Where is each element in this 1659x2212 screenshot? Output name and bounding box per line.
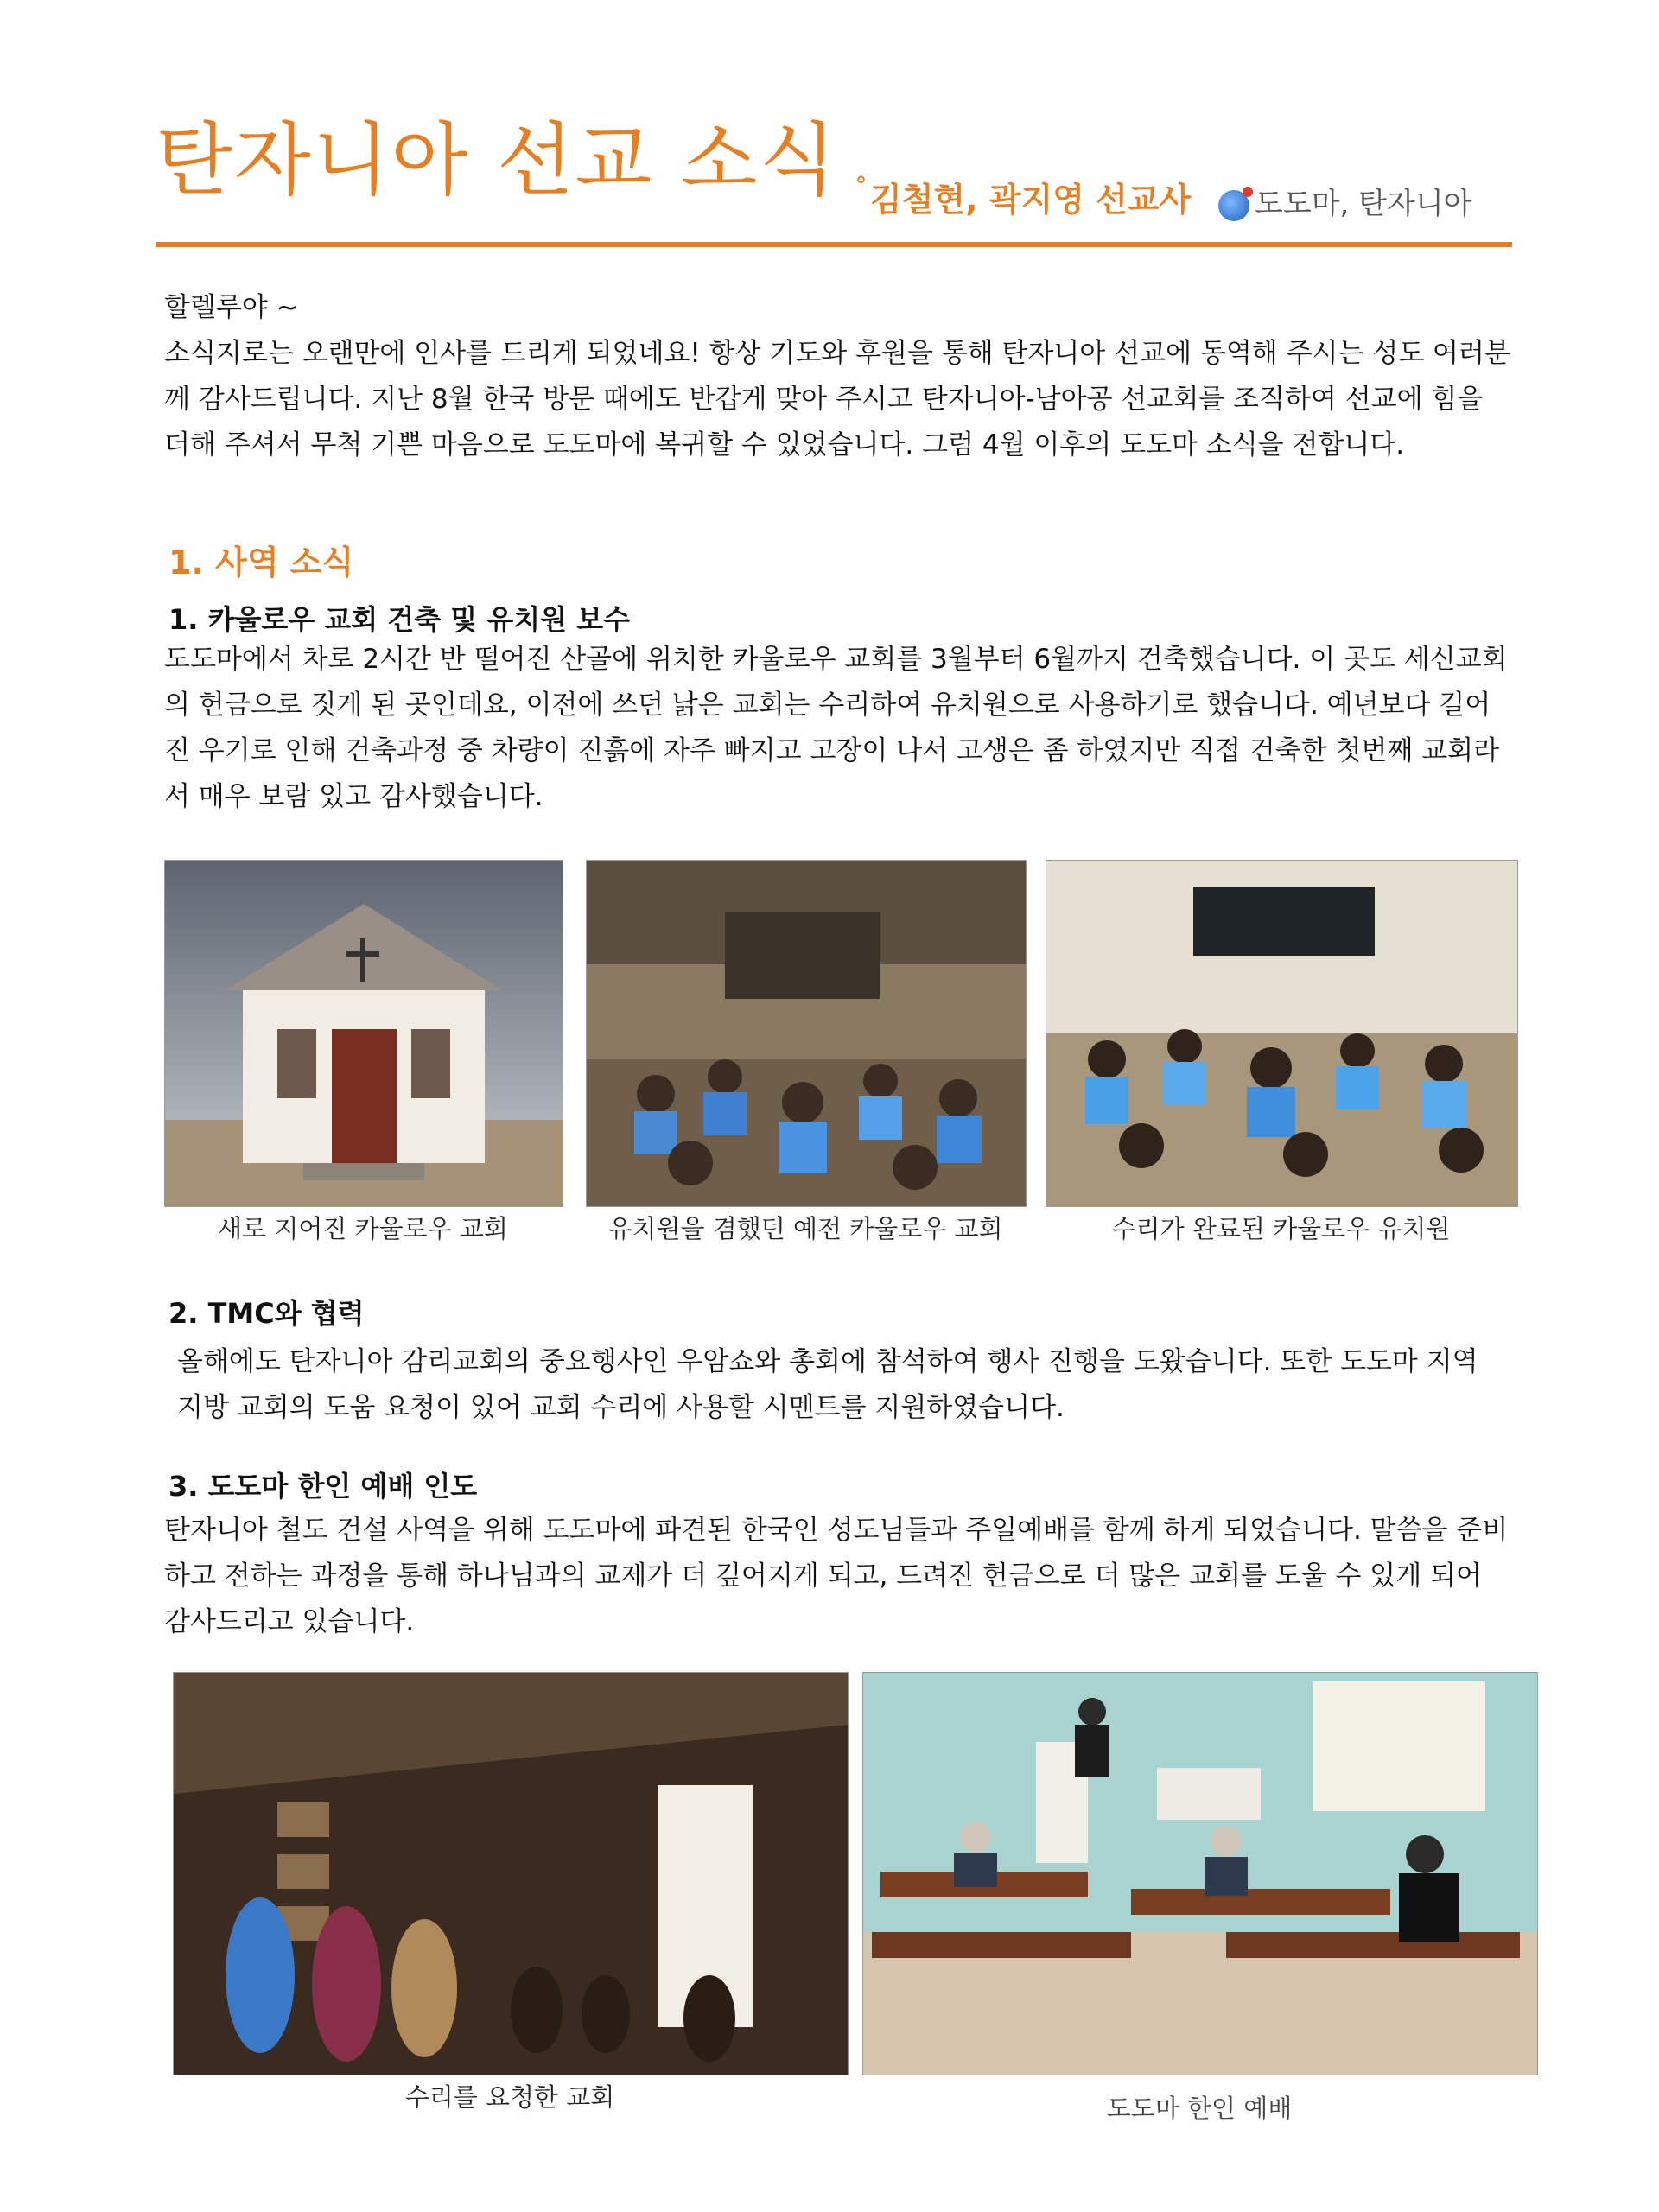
subsection-paragraph-1: 도도마에서 차로 2시간 반 떨어진 산골에 위치한 카울로우 교회를 3월부터 6월까지 건축했습니다. 이 곳도 세신교회의 헌금으로 짓게 된 곳인데요, 이전에 쓰던 낡은 교회는 수리하여 유치원으로 사용하기로 했습니다. 예년보다 길어진 우기로 인해 건축과정 중 차량이 진흙에 자주 빠지고 고장이 나서 고생은 좀 하였지만 직접 건축한 첫번째 교회라서 매우 보람 있고 감사했습니다. — [164, 644, 1508, 812]
subsection-paragraph-3: 탄자니아 철도 건설 사역을 위해 도도마에 파견된 한국인 성도님들과 주일예배를 함께 하게 되었습니다. 말씀을 준비하고 전하는 과정을 통해 하나님과의 교제가 더 깊어지게 되고, 드려진 헌금으로 더 많은 교회를 도울 수 있게 되어 감사드리고 있습니다. — [164, 1515, 1509, 1637]
page-title: 탄자니아 선교 소식 — [156, 114, 838, 207]
byline-text: 김철현, 곽지영 선교사 — [870, 181, 1192, 219]
byline — [855, 173, 1191, 220]
intro-paragraph: 소식지로는 오랜만에 인사를 드리게 되었네요! 항상 기도와 후원을 통해 탄자니아 선교에 동역해 주시는 성도 여러분께 감사드립니다. 지난 8월 한국 방문 때에도 반갑게 맞아 주시고 탄자니아-남아공 선교회를 조직하여 선교에 힘을 더해 주셔서 무척 기쁜 마음으로 도도마에 복귀할 수 있었습니다. 그럼 4월 이후의 도도마 소식을 전합니다. — [164, 338, 1510, 461]
photo-caption: 수리가 완료된 카울로우 유치원 — [1111, 1214, 1451, 1243]
subsection-heading-2: 2. TMC와 협력 — [168, 1297, 365, 1330]
subsection-heading-1: 1. 카울로우 교회 건축 및 유치원 보수 — [168, 603, 631, 636]
old-church-classroom-photo — [586, 860, 1027, 1207]
header-divider — [156, 242, 1512, 247]
location — [1218, 180, 1472, 222]
globe-pin-icon — [1218, 190, 1249, 221]
bullet-dot-icon: ° — [855, 173, 867, 199]
subsection-paragraph-2: 올해에도 탄자니아 감리교회의 중요행사인 우암쇼와 총회에 참석하여 행사 진행을 도왔습니다. 또한 도도마 지역 지방 교회의 도움 요청이 있어 교회 수리에 사용할 시멘트를 지원하였습니다. — [177, 1346, 1478, 1423]
photo-caption: 새로 지어진 카울로우 교회 — [218, 1214, 508, 1243]
photo-caption: 유치원을 겸했던 예전 카울로우 교회 — [607, 1214, 1003, 1243]
photo-caption: 수리를 요청한 교회 — [404, 2082, 615, 2112]
kindergarten-photo — [1046, 860, 1518, 1207]
korean-worship-photo — [862, 1672, 1538, 2075]
location-text: 도도마, 탄자니아 — [1255, 187, 1472, 221]
church-interior-photo — [173, 1672, 849, 2075]
new-church-photo — [164, 860, 563, 1207]
subsection-heading-3: 3. 도도마 한인 예배 인도 — [168, 1470, 478, 1503]
photo-caption: 도도마 한인 예배 — [1106, 2094, 1293, 2123]
section-heading: 1. 사역 소식 — [168, 543, 354, 582]
intro-greeting: 할렐루야 ~ — [164, 292, 299, 323]
